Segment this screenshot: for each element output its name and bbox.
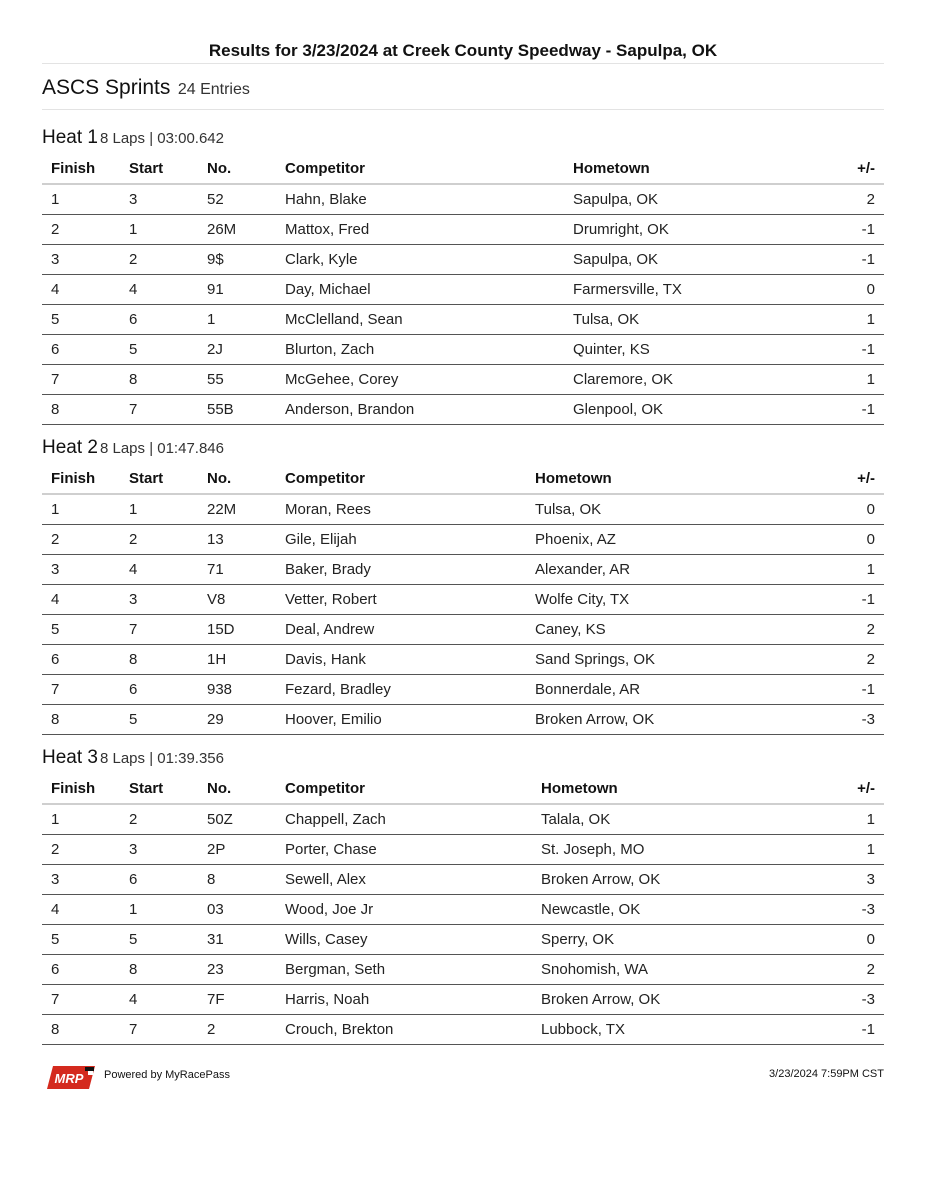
cell-start: 3 xyxy=(120,585,198,615)
cell-no: 938 xyxy=(198,675,276,705)
cell-no: 13 xyxy=(198,525,276,555)
heat-name: Heat 1 xyxy=(42,127,98,148)
cell-finish: 6 xyxy=(42,955,120,985)
cell-no: 7F xyxy=(198,985,276,1015)
cell-plusminus: -1 xyxy=(734,335,884,365)
cell-plusminus: 1 xyxy=(734,365,884,395)
cell-hometown: Alexander, AR xyxy=(526,555,696,585)
cell-plusminus: -1 xyxy=(734,245,884,275)
table-row xyxy=(42,184,884,215)
cell-finish: 4 xyxy=(42,275,120,305)
heat-section xyxy=(42,433,884,735)
cell-plusminus: -1 xyxy=(734,395,884,425)
cell-plusminus: 2 xyxy=(702,955,884,985)
cell-finish: 3 xyxy=(42,555,120,585)
column-header-plusminus: +/- xyxy=(696,463,884,494)
cell-finish: 4 xyxy=(42,895,120,925)
cell-plusminus: 2 xyxy=(696,645,884,675)
column-header-start: Start xyxy=(120,773,198,804)
cell-plusminus: 0 xyxy=(734,275,884,305)
table-row xyxy=(42,525,884,555)
cell-finish: 6 xyxy=(42,645,120,675)
cell-competitor: Porter, Chase xyxy=(276,835,532,865)
footer xyxy=(42,1062,884,1092)
cell-start: 7 xyxy=(120,615,198,645)
cell-competitor: Anderson, Brandon xyxy=(276,395,564,425)
cell-plusminus: 2 xyxy=(734,184,884,215)
cell-no: 55B xyxy=(198,395,276,425)
cell-plusminus: 0 xyxy=(696,494,884,525)
cell-start: 1 xyxy=(120,494,198,525)
cell-plusminus: 1 xyxy=(696,555,884,585)
cell-start: 4 xyxy=(120,275,198,305)
cell-start: 7 xyxy=(120,395,198,425)
cell-competitor: Baker, Brady xyxy=(276,555,526,585)
cell-hometown: Caney, KS xyxy=(526,615,696,645)
column-header-plusminus: +/- xyxy=(702,773,884,804)
column-header-hometown: Hometown xyxy=(564,153,734,184)
cell-competitor: Harris, Noah xyxy=(276,985,532,1015)
table-row xyxy=(42,895,884,925)
cell-finish: 5 xyxy=(42,615,120,645)
table-row xyxy=(42,365,884,395)
cell-finish: 8 xyxy=(42,395,120,425)
cell-start: 6 xyxy=(120,305,198,335)
cell-competitor: Vetter, Robert xyxy=(276,585,526,615)
cell-finish: 1 xyxy=(42,494,120,525)
column-header-start: Start xyxy=(120,463,198,494)
cell-finish: 3 xyxy=(42,245,120,275)
column-header-start: Start xyxy=(120,153,198,184)
cell-hometown: Bonnerdale, AR xyxy=(526,675,696,705)
cell-start: 5 xyxy=(120,705,198,735)
cell-competitor: Clark, Kyle xyxy=(276,245,564,275)
cell-start: 8 xyxy=(120,645,198,675)
cell-competitor: Gile, Elijah xyxy=(276,525,526,555)
table-row xyxy=(42,305,884,335)
cell-competitor: Sewell, Alex xyxy=(276,865,532,895)
cell-no: 1 xyxy=(198,305,276,335)
cell-start: 1 xyxy=(120,895,198,925)
cell-no: 22M xyxy=(198,494,276,525)
cell-no: V8 xyxy=(198,585,276,615)
cell-plusminus: -1 xyxy=(696,585,884,615)
cell-finish: 2 xyxy=(42,215,120,245)
results-table xyxy=(42,773,884,1045)
cell-hometown: Sperry, OK xyxy=(532,925,702,955)
column-header-no: No. xyxy=(198,463,276,494)
title-divider xyxy=(42,63,884,64)
page-title: Results for 3/23/2024 at Creek County Speedway - Sapulpa, OK xyxy=(208,41,718,60)
cell-no: 8 xyxy=(198,865,276,895)
heat-info: 8 Laps | 01:39.356 xyxy=(99,750,224,767)
cell-finish: 5 xyxy=(42,925,120,955)
column-header-finish: Finish xyxy=(42,153,120,184)
cell-hometown: St. Joseph, MO xyxy=(532,835,702,865)
cell-plusminus: 2 xyxy=(696,615,884,645)
cell-finish: 4 xyxy=(42,585,120,615)
cell-competitor: Crouch, Brekton xyxy=(276,1015,532,1045)
cell-no: 1H xyxy=(198,645,276,675)
table-row xyxy=(42,925,884,955)
cell-plusminus: 1 xyxy=(734,305,884,335)
cell-hometown: Sapulpa, OK xyxy=(564,184,734,215)
cell-hometown: Talala, OK xyxy=(532,804,702,835)
cell-plusminus: -3 xyxy=(696,705,884,735)
column-header-hometown: Hometown xyxy=(532,773,702,804)
column-header-no: No. xyxy=(198,773,276,804)
cell-plusminus: 0 xyxy=(696,525,884,555)
cell-competitor: Mattox, Fred xyxy=(276,215,564,245)
column-header-finish: Finish xyxy=(42,773,120,804)
cell-no: 9$ xyxy=(198,245,276,275)
cell-competitor: Wood, Joe Jr xyxy=(276,895,532,925)
cell-no: 31 xyxy=(198,925,276,955)
cell-finish: 3 xyxy=(42,865,120,895)
table-row xyxy=(42,275,884,305)
cell-finish: 7 xyxy=(42,985,120,1015)
table-row xyxy=(42,675,884,705)
cell-finish: 2 xyxy=(42,525,120,555)
heat-section xyxy=(42,743,884,1045)
cell-finish: 8 xyxy=(42,705,120,735)
table-row xyxy=(42,835,884,865)
class-name: ASCS Sprints xyxy=(42,76,171,99)
table-row xyxy=(42,245,884,275)
cell-start: 4 xyxy=(120,555,198,585)
cell-start: 8 xyxy=(120,365,198,395)
cell-no: 29 xyxy=(198,705,276,735)
table-row xyxy=(42,705,884,735)
cell-no: 71 xyxy=(198,555,276,585)
cell-hometown: Quinter, KS xyxy=(564,335,734,365)
cell-competitor: McGehee, Corey xyxy=(276,365,564,395)
cell-hometown: Phoenix, AZ xyxy=(526,525,696,555)
cell-start: 7 xyxy=(120,1015,198,1045)
powered-by: Powered by MyRacePass xyxy=(104,1069,230,1081)
results-table xyxy=(42,463,884,735)
cell-no: 91 xyxy=(198,275,276,305)
class-header xyxy=(42,76,250,100)
cell-plusminus: 3 xyxy=(702,865,884,895)
heat-name: Heat 2 xyxy=(42,437,98,458)
column-header-finish: Finish xyxy=(42,463,120,494)
heat-title xyxy=(42,123,884,153)
cell-no: 52 xyxy=(198,184,276,215)
cell-competitor: Moran, Rees xyxy=(276,494,526,525)
cell-plusminus: -1 xyxy=(734,215,884,245)
cell-competitor: Fezard, Bradley xyxy=(276,675,526,705)
cell-competitor: McClelland, Sean xyxy=(276,305,564,335)
cell-finish: 7 xyxy=(42,675,120,705)
cell-hometown: Farmersville, TX xyxy=(564,275,734,305)
table-row xyxy=(42,585,884,615)
cell-hometown: Sapulpa, OK xyxy=(564,245,734,275)
cell-hometown: Wolfe City, TX xyxy=(526,585,696,615)
class-divider xyxy=(42,109,884,110)
entry-count: 24 Entries xyxy=(177,81,250,98)
table-row xyxy=(42,494,884,525)
cell-no: 15D xyxy=(198,615,276,645)
cell-hometown: Snohomish, WA xyxy=(532,955,702,985)
cell-no: 26M xyxy=(198,215,276,245)
cell-hometown: Lubbock, TX xyxy=(532,1015,702,1045)
cell-start: 3 xyxy=(120,835,198,865)
cell-hometown: Broken Arrow, OK xyxy=(526,705,696,735)
table-row xyxy=(42,555,884,585)
report-timestamp: 3/23/2024 7:59PM CST xyxy=(769,1068,884,1080)
cell-hometown: Broken Arrow, OK xyxy=(532,865,702,895)
cell-plusminus: 1 xyxy=(702,804,884,835)
cell-competitor: Chappell, Zach xyxy=(276,804,532,835)
cell-plusminus: 1 xyxy=(702,835,884,865)
table-header-row xyxy=(42,463,884,494)
heat-name: Heat 3 xyxy=(42,747,98,768)
cell-no: 50Z xyxy=(198,804,276,835)
heat-info: 8 Laps | 01:47.846 xyxy=(99,440,224,457)
cell-competitor: Deal, Andrew xyxy=(276,615,526,645)
column-header-competitor: Competitor xyxy=(276,463,526,494)
cell-no: 03 xyxy=(198,895,276,925)
column-header-plusminus: +/- xyxy=(734,153,884,184)
cell-start: 2 xyxy=(120,804,198,835)
cell-plusminus: -1 xyxy=(702,1015,884,1045)
table-row xyxy=(42,865,884,895)
cell-finish: 6 xyxy=(42,335,120,365)
heat-title xyxy=(42,743,884,773)
cell-start: 1 xyxy=(120,215,198,245)
cell-no: 2 xyxy=(198,1015,276,1045)
cell-hometown: Glenpool, OK xyxy=(564,395,734,425)
cell-finish: 2 xyxy=(42,835,120,865)
cell-hometown: Claremore, OK xyxy=(564,365,734,395)
cell-start: 6 xyxy=(120,865,198,895)
cell-start: 2 xyxy=(120,525,198,555)
table-row xyxy=(42,215,884,245)
heat-info: 8 Laps | 03:00.642 xyxy=(99,130,224,147)
table-row xyxy=(42,985,884,1015)
heat-title xyxy=(42,433,884,463)
table-row xyxy=(42,804,884,835)
table-row xyxy=(42,955,884,985)
table-row xyxy=(42,395,884,425)
cell-finish: 1 xyxy=(42,184,120,215)
cell-finish: 7 xyxy=(42,365,120,395)
cell-competitor: Day, Michael xyxy=(276,275,564,305)
cell-hometown: Newcastle, OK xyxy=(532,895,702,925)
cell-finish: 8 xyxy=(42,1015,120,1045)
cell-no: 23 xyxy=(198,955,276,985)
logo-text: MRP xyxy=(54,1071,84,1086)
myracepass-logo xyxy=(45,1064,97,1090)
table-header-row xyxy=(42,153,884,184)
results-table xyxy=(42,153,884,425)
cell-competitor: Hahn, Blake xyxy=(276,184,564,215)
cell-competitor: Wills, Casey xyxy=(276,925,532,955)
table-row xyxy=(42,615,884,645)
cell-competitor: Hoover, Emilio xyxy=(276,705,526,735)
table-header-row xyxy=(42,773,884,804)
cell-plusminus: -1 xyxy=(696,675,884,705)
table-row xyxy=(42,1015,884,1045)
cell-competitor: Bergman, Seth xyxy=(276,955,532,985)
cell-no: 55 xyxy=(198,365,276,395)
cell-hometown: Sand Springs, OK xyxy=(526,645,696,675)
cell-start: 6 xyxy=(120,675,198,705)
table-row xyxy=(42,335,884,365)
cell-no: 2P xyxy=(198,835,276,865)
cell-hometown: Broken Arrow, OK xyxy=(532,985,702,1015)
column-header-hometown: Hometown xyxy=(526,463,696,494)
cell-start: 5 xyxy=(120,925,198,955)
cell-start: 8 xyxy=(120,955,198,985)
cell-hometown: Tulsa, OK xyxy=(526,494,696,525)
cell-plusminus: -3 xyxy=(702,895,884,925)
cell-start: 2 xyxy=(120,245,198,275)
cell-plusminus: -3 xyxy=(702,985,884,1015)
cell-no: 2J xyxy=(198,335,276,365)
cell-start: 3 xyxy=(120,184,198,215)
column-header-competitor: Competitor xyxy=(276,153,564,184)
column-header-competitor: Competitor xyxy=(276,773,532,804)
cell-finish: 5 xyxy=(42,305,120,335)
heat-section xyxy=(42,123,884,425)
cell-competitor: Blurton, Zach xyxy=(276,335,564,365)
cell-hometown: Drumright, OK xyxy=(564,215,734,245)
column-header-no: No. xyxy=(198,153,276,184)
table-row xyxy=(42,645,884,675)
cell-hometown: Tulsa, OK xyxy=(564,305,734,335)
cell-competitor: Davis, Hank xyxy=(276,645,526,675)
cell-start: 5 xyxy=(120,335,198,365)
cell-start: 4 xyxy=(120,985,198,1015)
cell-finish: 1 xyxy=(42,804,120,835)
cell-plusminus: 0 xyxy=(702,925,884,955)
